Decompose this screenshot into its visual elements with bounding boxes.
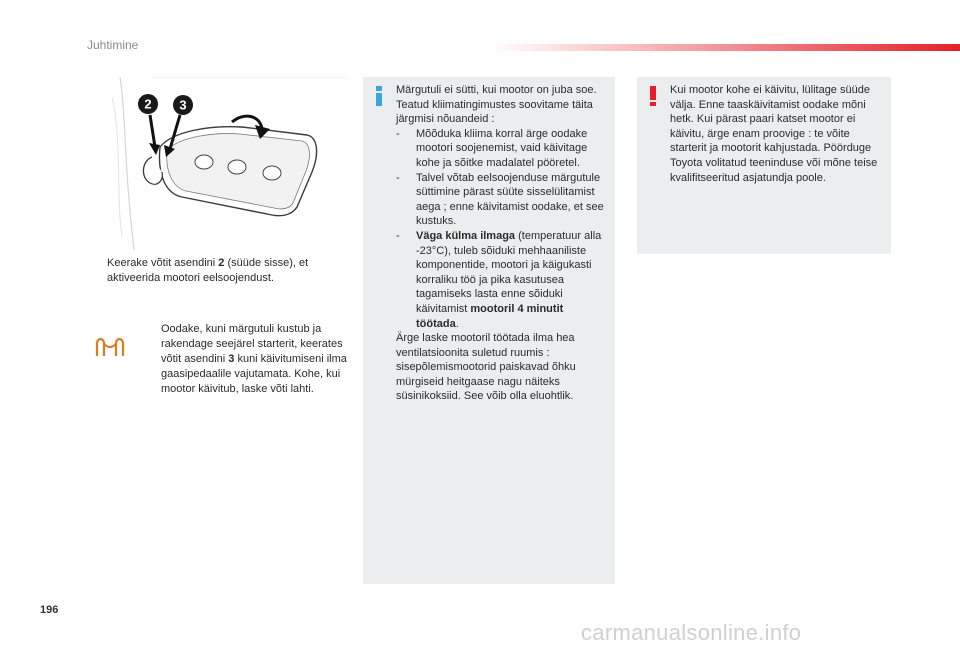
warning-text: Kui mootor kohe ei käivitu, lülitage süüde välja. Enne taaskäivitamist oodake mõni hetk. Kui pärast paari katset mootor ei käivitu, ärge enam proovige : te võite starterit ja mootorit kahjustada. Pöörduge Toyota volitatud teeninduse või mõne teise kvalifitseeritud asjatundja poole. bbox=[670, 84, 878, 184]
info-panel-body bbox=[396, 83, 609, 404]
warning-panel-body bbox=[670, 83, 885, 185]
list-item: - Talvel võtab eelsoojenduse märgutule süttimine pärast süüte sisselülitamist aega ; enne käivitamist oodake, et see kustuks. bbox=[396, 171, 604, 228]
watermark: carmanualsonline.info bbox=[581, 620, 802, 645]
step-text: Keerake võtit asendini 2 (süüde sisse), et aktiveerida mootori eelsoojendust. bbox=[107, 257, 309, 284]
header-accent-bar bbox=[490, 44, 960, 51]
callout-3: 3 bbox=[179, 97, 187, 113]
section-title: Juhtimine bbox=[87, 38, 139, 52]
key-ignition-illustration bbox=[112, 77, 348, 250]
warning-icon bbox=[645, 85, 661, 107]
info-intro: Märgutuli ei sütti, kui mootor on juba soe. Teatud kliimatingimustes soovitame täita järgmisi nõuandeid : bbox=[396, 84, 597, 126]
warning-panel bbox=[637, 77, 891, 254]
glow-plug-icon bbox=[94, 336, 126, 358]
info-icon bbox=[371, 85, 387, 107]
page-number: 196 bbox=[40, 604, 59, 616]
list-item: - Mõõduka kliima korral ärge oodake mootori soojenemist, vaid käivitage kohe ja sõitke madalatel pööretel. bbox=[396, 127, 588, 169]
callout-2: 2 bbox=[144, 96, 152, 112]
step-text: Oodake, kuni märgutuli kustub ja rakendage seejärel starterit, keerates võtit asendini 3 kuni käivitumiseni ilma gaasipedaalile vajutamata. Kohe, kui mootor käivitub, laske võti lahti. bbox=[161, 323, 347, 395]
info-outro: Ärge laske mootoril töötada ilma hea ventilatsioonita suletud ruumis : sisepõlemismootorid paiskavad õhku mürgiseid heitgaase nagu näiteks süsinikoksiid. See võib olla eluohtlik. bbox=[396, 332, 576, 403]
step-turn-key bbox=[87, 256, 347, 286]
step-wait-and-start bbox=[141, 322, 347, 397]
info-list bbox=[396, 127, 609, 331]
info-panel bbox=[363, 77, 615, 584]
list-item: - Väga külma ilmaga (temperatuur alla -23°C), tuleb sõiduki mehhaaniliste komponentide, mootori ja käigukasti korraliku töö ja pika kasutusea tagamiseks lasta enne sõiduki käivitamist mootoril 4 minutit töötada. bbox=[396, 229, 602, 330]
